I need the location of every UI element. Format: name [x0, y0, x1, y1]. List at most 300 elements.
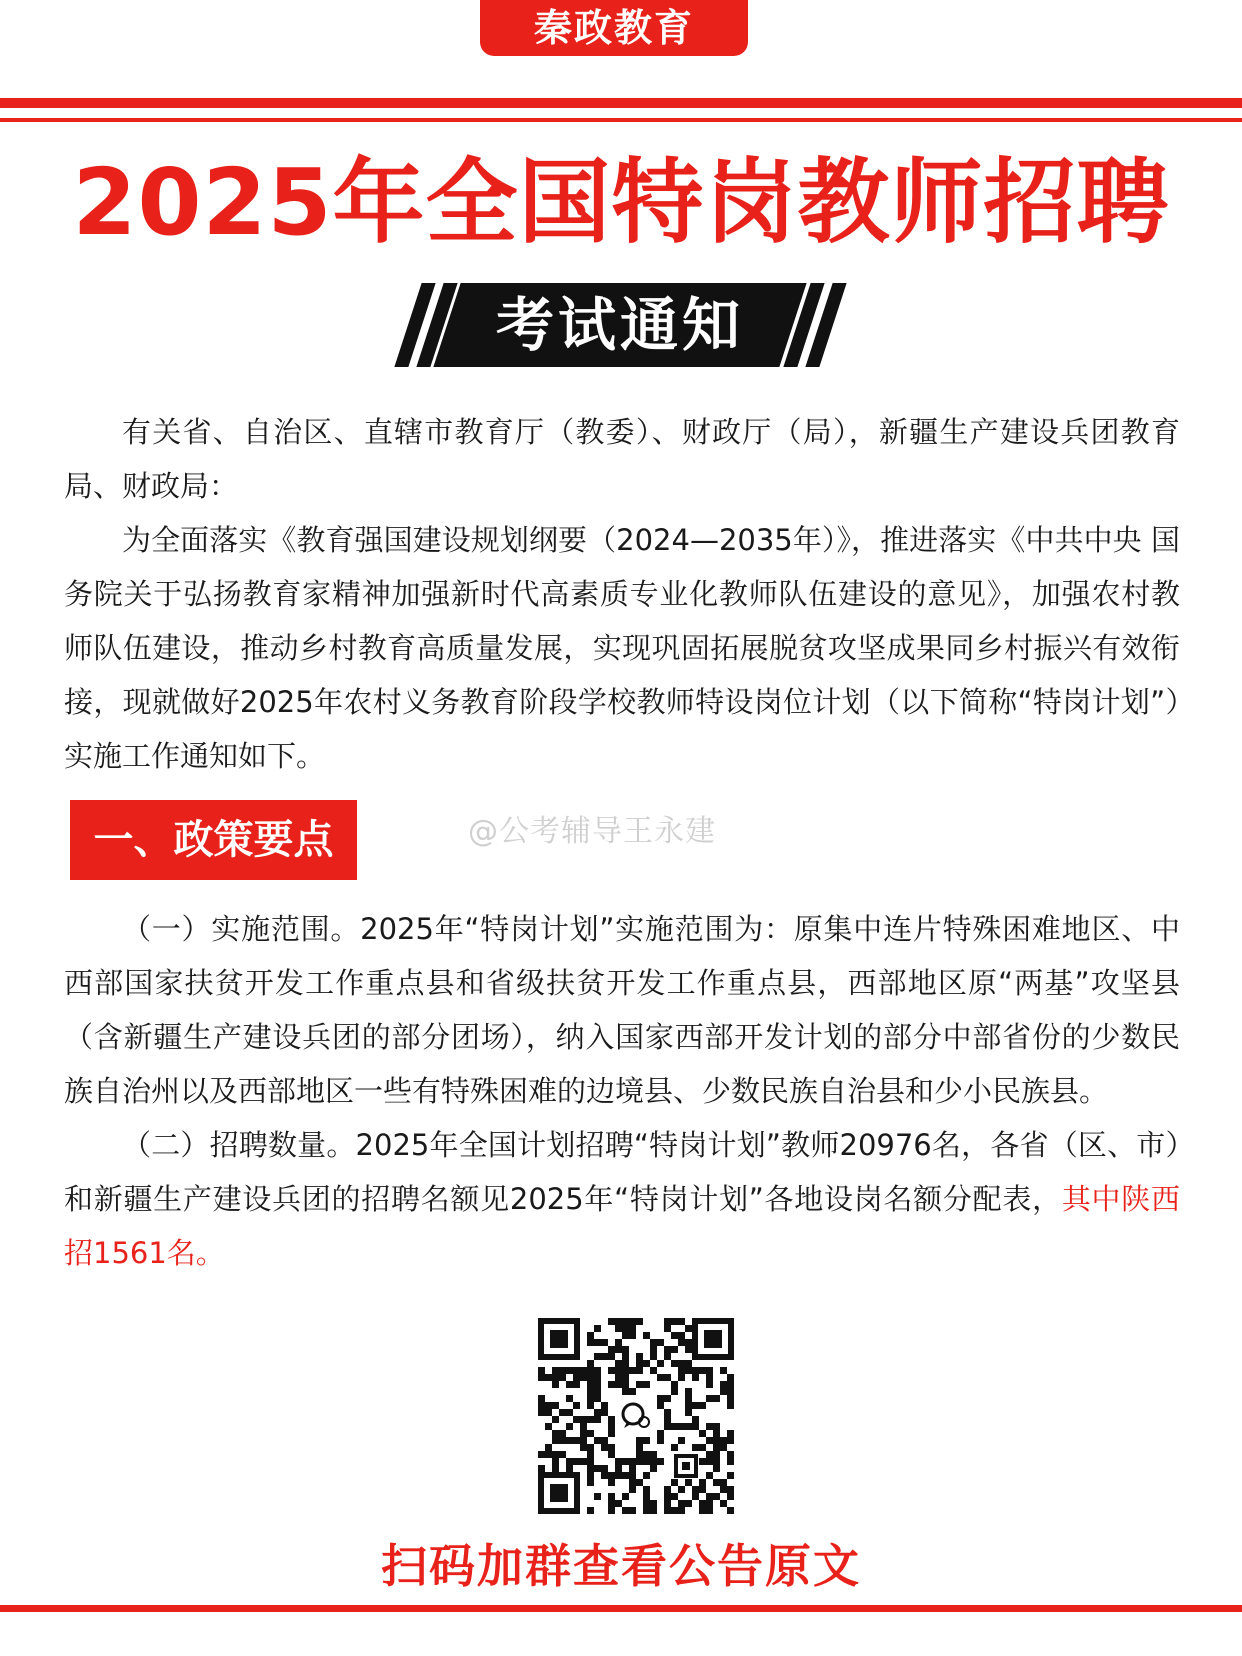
qr-module — [720, 1381, 727, 1388]
qr-module — [580, 1458, 587, 1465]
qr-module — [622, 1367, 629, 1374]
qr-module — [601, 1437, 608, 1444]
qr-module — [636, 1451, 643, 1458]
qr-module — [636, 1437, 643, 1444]
qr-module — [685, 1339, 692, 1346]
qr-module — [643, 1360, 650, 1367]
page-title: 2025年全国特岗教师招聘 — [72, 149, 1170, 256]
qr-module — [573, 1367, 580, 1374]
qr-module — [566, 1367, 573, 1374]
qr-module — [636, 1479, 643, 1486]
qr-module — [699, 1458, 706, 1465]
footer-cta: 扫码加群查看公告原文 — [381, 1539, 861, 1593]
qr-module — [699, 1507, 706, 1514]
intro-addressee: 有关省、自治区、直辖市教育厅（教委）、财政厅（局），新疆生产建设兵团教育局、财政局： — [64, 415, 1180, 503]
qr-module — [643, 1381, 650, 1388]
qr-module — [594, 1374, 601, 1381]
qr-module — [608, 1500, 615, 1507]
qr-module — [713, 1395, 720, 1402]
intro-body: 为全面落实《教育强国建设规划纲要（2024—2035年）》，推进落实《中共中央 国务院关于弘扬教育家精神加强新时代高素质专业化教师队伍建设的意见》，加强农村教师队伍建设，推动乡村教育高质量发展，实现巩固拓展脱贫攻坚成果同乡村振兴有效衔接，现就做好2025年农村义务教育阶段学校教师特设岗位计划（以下简称“特岗计划”）实施工作通知如下。 — [64, 523, 1180, 773]
qr-module — [608, 1472, 615, 1479]
qr-module — [671, 1507, 678, 1514]
qr-module — [552, 1451, 559, 1458]
qr-module — [678, 1360, 685, 1367]
qr-module — [587, 1360, 594, 1367]
qr-module — [636, 1367, 643, 1374]
qr-code[interactable] — [538, 1318, 734, 1514]
qr-module — [573, 1381, 580, 1388]
qr-module — [678, 1500, 685, 1507]
qr-module — [608, 1479, 615, 1486]
policy-quota-highlight: 其中陕西招1561名。 — [64, 1182, 1180, 1270]
qr-module — [622, 1346, 629, 1353]
qr-module — [727, 1402, 734, 1409]
qr-module — [643, 1507, 650, 1514]
qr-module — [566, 1409, 573, 1416]
qr-module — [566, 1395, 573, 1402]
qr-finder-top-left — [538, 1318, 580, 1360]
qr-module — [608, 1353, 615, 1360]
qr-module — [720, 1479, 727, 1486]
qr-module — [601, 1402, 608, 1409]
qr-module — [615, 1318, 622, 1325]
qr-module — [580, 1430, 587, 1437]
qr-module — [552, 1437, 559, 1444]
qr-module — [713, 1444, 720, 1451]
qr-module — [608, 1423, 615, 1430]
qr-module — [706, 1423, 713, 1430]
qr-module — [552, 1458, 559, 1465]
qr-module — [664, 1500, 671, 1507]
qr-module — [657, 1360, 664, 1367]
qr-module — [580, 1367, 587, 1374]
qr-module — [587, 1507, 594, 1514]
qr-module — [615, 1381, 622, 1388]
qr-module — [552, 1374, 559, 1381]
qr-module — [720, 1437, 727, 1444]
qr-module — [699, 1430, 706, 1437]
qr-module — [629, 1367, 636, 1374]
qr-module — [545, 1402, 552, 1409]
qr-module — [566, 1381, 573, 1388]
qr-module — [587, 1451, 594, 1458]
qr-module — [594, 1381, 601, 1388]
qr-module — [664, 1423, 671, 1430]
qr-module — [608, 1507, 615, 1514]
qr-module — [664, 1486, 671, 1493]
qr-module — [636, 1353, 643, 1360]
qr-module — [685, 1409, 692, 1416]
qr-module — [685, 1360, 692, 1367]
qr-module — [622, 1507, 629, 1514]
qr-module — [685, 1500, 692, 1507]
qr-module — [622, 1360, 629, 1367]
qr-module — [587, 1458, 594, 1465]
qr-module — [671, 1332, 678, 1339]
qr-module — [608, 1493, 615, 1500]
qr-module — [678, 1423, 685, 1430]
qr-module — [594, 1388, 601, 1395]
qr-module — [720, 1500, 727, 1507]
qr-module — [566, 1458, 573, 1465]
qr-module — [664, 1409, 671, 1416]
qr-module — [664, 1346, 671, 1353]
qr-module — [580, 1416, 587, 1423]
qr-module — [587, 1374, 594, 1381]
qr-module — [587, 1416, 594, 1423]
qr-module — [692, 1444, 699, 1451]
qr-module — [657, 1430, 664, 1437]
qr-module — [608, 1318, 615, 1325]
qr-module — [657, 1374, 664, 1381]
qr-module — [608, 1381, 615, 1388]
qr-module — [608, 1416, 615, 1423]
qr-module — [692, 1367, 699, 1374]
qr-module — [713, 1479, 720, 1486]
qr-module — [594, 1493, 601, 1500]
qr-module — [559, 1374, 566, 1381]
qr-module — [692, 1423, 699, 1430]
qr-module — [587, 1444, 594, 1451]
qr-module — [685, 1402, 692, 1409]
qr-module — [629, 1472, 636, 1479]
qr-module — [594, 1437, 601, 1444]
qr-module — [636, 1458, 643, 1465]
qr-center-logo — [616, 1396, 656, 1436]
qr-module — [629, 1507, 636, 1514]
qr-module — [685, 1395, 692, 1402]
qr-module — [671, 1423, 678, 1430]
qr-module — [601, 1339, 608, 1346]
qr-module — [643, 1500, 650, 1507]
qr-module — [615, 1325, 622, 1332]
qr-module — [664, 1374, 671, 1381]
qr-module — [622, 1325, 629, 1332]
qr-module — [664, 1395, 671, 1402]
policy-block — [64, 902, 1180, 1280]
qr-module — [713, 1465, 720, 1472]
qr-module — [706, 1437, 713, 1444]
qr-module — [727, 1374, 734, 1381]
qr-module — [622, 1472, 629, 1479]
qr-module — [727, 1388, 734, 1395]
qr-module — [706, 1367, 713, 1374]
qr-module — [615, 1500, 622, 1507]
qr-module — [538, 1367, 545, 1374]
qr-module — [573, 1458, 580, 1465]
qr-module — [566, 1423, 573, 1430]
qr-module — [608, 1346, 615, 1353]
qr-module — [685, 1388, 692, 1395]
qr-module — [720, 1486, 727, 1493]
qr-module — [720, 1444, 727, 1451]
qr-module — [664, 1416, 671, 1423]
qr-module — [615, 1458, 622, 1465]
policy-scope: （一）实施范围。2025年“特岗计划”实施范围为：原集中连片特殊困难地区、中西部国家扶贫开发工作重点县和省级扶贫开发工作重点县，西部地区原“两基”攻坚县（含新疆生产建设兵团的部分团场），纳入国家西部开发计划的部分中部省份的少数民族自治州以及西部地区一些有特殊困难的边境县、少数民族自治县和少小民族县。 — [64, 912, 1180, 1108]
qr-module — [608, 1367, 615, 1374]
qr-module — [552, 1402, 559, 1409]
qr-module — [678, 1507, 685, 1514]
header-rule-thick — [0, 98, 1242, 108]
qr-module — [622, 1388, 629, 1395]
qr-module — [580, 1437, 587, 1444]
qr-module — [559, 1437, 566, 1444]
qr-module — [706, 1374, 713, 1381]
qr-module — [706, 1500, 713, 1507]
qr-module — [692, 1416, 699, 1423]
qr-module — [559, 1367, 566, 1374]
qr-module — [538, 1374, 545, 1381]
qr-module — [727, 1381, 734, 1388]
qr-module — [587, 1339, 594, 1346]
qr-module — [573, 1416, 580, 1423]
qr-module — [678, 1486, 685, 1493]
qr-module — [629, 1465, 636, 1472]
qr-module — [538, 1409, 545, 1416]
qr-module — [615, 1472, 622, 1479]
qr-module — [636, 1381, 643, 1388]
qr-module — [545, 1409, 552, 1416]
qr-module — [587, 1472, 594, 1479]
qr-module — [699, 1486, 706, 1493]
qr-module — [706, 1493, 713, 1500]
qr-module — [664, 1325, 671, 1332]
qr-module — [643, 1437, 650, 1444]
qr-module — [587, 1388, 594, 1395]
qr-module — [692, 1374, 699, 1381]
qr-module — [671, 1346, 678, 1353]
qr-module — [650, 1353, 657, 1360]
qr-module — [629, 1318, 636, 1325]
qr-module — [643, 1458, 650, 1465]
qr-finder-top-right — [692, 1318, 734, 1360]
qr-module — [727, 1430, 734, 1437]
qr-module — [685, 1346, 692, 1353]
qr-module — [685, 1423, 692, 1430]
qr-module — [657, 1458, 664, 1465]
qr-module — [622, 1318, 629, 1325]
qr-module — [636, 1318, 643, 1325]
qr-module — [692, 1486, 699, 1493]
qr-module — [615, 1367, 622, 1374]
qr-module — [685, 1479, 692, 1486]
qr-module — [573, 1402, 580, 1409]
qr-module — [713, 1437, 720, 1444]
qr-module — [678, 1374, 685, 1381]
qr-module — [699, 1402, 706, 1409]
qr-module — [601, 1409, 608, 1416]
qr-module — [678, 1318, 685, 1325]
qr-module — [545, 1451, 552, 1458]
qr-module — [699, 1367, 706, 1374]
qr-module — [615, 1465, 622, 1472]
qr-module — [713, 1451, 720, 1458]
qr-module — [566, 1465, 573, 1472]
qr-module — [650, 1500, 657, 1507]
qr-module — [545, 1444, 552, 1451]
qr-module — [706, 1381, 713, 1388]
qr-module — [622, 1458, 629, 1465]
qr-module — [706, 1395, 713, 1402]
qr-module — [692, 1493, 699, 1500]
qr-alignment — [674, 1454, 698, 1478]
qr-module — [594, 1416, 601, 1423]
qr-module — [664, 1353, 671, 1360]
qr-module — [587, 1367, 594, 1374]
qr-module — [650, 1451, 657, 1458]
qr-module — [594, 1395, 601, 1402]
qr-module — [650, 1339, 657, 1346]
qr-module — [601, 1444, 608, 1451]
qr-module — [706, 1507, 713, 1514]
qr-module — [594, 1409, 601, 1416]
qr-module — [678, 1332, 685, 1339]
qr-module — [671, 1318, 678, 1325]
qr-module — [622, 1493, 629, 1500]
qr-module — [573, 1374, 580, 1381]
qr-module — [671, 1493, 678, 1500]
qr-module — [601, 1353, 608, 1360]
qr-module — [587, 1465, 594, 1472]
qr-module — [608, 1444, 615, 1451]
brand-tab: 秦政教育 — [480, 0, 748, 56]
qr-module — [706, 1451, 713, 1458]
qr-module — [559, 1430, 566, 1437]
qr-module — [545, 1374, 552, 1381]
qr-module — [657, 1339, 664, 1346]
qr-module — [580, 1374, 587, 1381]
qr-module — [713, 1458, 720, 1465]
section-heading-policy: 一、政策要点 — [70, 800, 357, 880]
qr-module — [727, 1437, 734, 1444]
qr-module — [650, 1346, 657, 1353]
qr-module — [594, 1339, 601, 1346]
qr-module — [643, 1332, 650, 1339]
qr-module — [573, 1437, 580, 1444]
qr-module — [657, 1437, 664, 1444]
qr-module — [636, 1360, 643, 1367]
intro-block — [64, 405, 1180, 783]
qr-module — [552, 1367, 559, 1374]
qr-module — [664, 1507, 671, 1514]
qr-module — [538, 1395, 545, 1402]
qr-module — [559, 1409, 566, 1416]
qr-module — [720, 1367, 727, 1374]
qr-module — [706, 1472, 713, 1479]
qr-module — [699, 1479, 706, 1486]
qr-module — [552, 1430, 559, 1437]
qr-module — [587, 1479, 594, 1486]
qr-module — [643, 1486, 650, 1493]
qr-module — [559, 1451, 566, 1458]
qr-module — [650, 1458, 657, 1465]
qr-module — [587, 1395, 594, 1402]
qr-module — [727, 1486, 734, 1493]
qr-module — [657, 1395, 664, 1402]
qr-module — [538, 1465, 545, 1472]
qr-module — [650, 1507, 657, 1514]
qr-module — [671, 1388, 678, 1395]
qr-module — [594, 1367, 601, 1374]
header-rule-thin — [0, 118, 1242, 122]
qr-module — [727, 1458, 734, 1465]
qr-module — [615, 1374, 622, 1381]
qr-module — [636, 1444, 643, 1451]
qr-module — [601, 1472, 608, 1479]
qr-module — [594, 1465, 601, 1472]
qr-module — [615, 1360, 622, 1367]
qr-module — [692, 1402, 699, 1409]
qr-module — [594, 1353, 601, 1360]
watermark: @公考辅导王永建 — [468, 814, 716, 849]
qr-module — [552, 1465, 559, 1472]
footer-rule — [0, 1605, 1242, 1612]
qr-module — [671, 1360, 678, 1367]
policy-quota — [64, 1118, 1180, 1280]
qr-module — [685, 1325, 692, 1332]
qr-module — [629, 1332, 636, 1339]
qr-module — [713, 1430, 720, 1437]
policy-quota-text: （二）招聘数量。2025年全国计划招聘“特岗计划”教师20976名，各省（区、市）和新疆生产建设兵团的招聘名额见2025年“特岗计划”各地设岗名额分配表， — [64, 1128, 1180, 1216]
qr-module — [671, 1444, 678, 1451]
qr-module — [643, 1451, 650, 1458]
qr-module — [727, 1507, 734, 1514]
qr-module — [580, 1444, 587, 1451]
qr-module — [678, 1437, 685, 1444]
qr-module — [594, 1325, 601, 1332]
qr-module — [664, 1318, 671, 1325]
qr-module — [699, 1444, 706, 1451]
qr-module — [538, 1451, 545, 1458]
qr-module — [664, 1493, 671, 1500]
qr-module — [601, 1465, 608, 1472]
qr-module — [615, 1346, 622, 1353]
qr-module — [629, 1388, 636, 1395]
qr-module — [552, 1381, 559, 1388]
qr-module — [615, 1339, 622, 1346]
qr-module — [622, 1332, 629, 1339]
qr-module — [622, 1374, 629, 1381]
qr-module — [720, 1388, 727, 1395]
qr-module — [538, 1402, 545, 1409]
qr-module — [699, 1500, 706, 1507]
banner-label: 考试通知 — [495, 291, 744, 359]
qr-module — [587, 1381, 594, 1388]
qr-module — [727, 1493, 734, 1500]
qr-module — [622, 1353, 629, 1360]
qr-module — [643, 1493, 650, 1500]
qr-module — [643, 1472, 650, 1479]
qr-module — [629, 1325, 636, 1332]
qr-module — [727, 1451, 734, 1458]
qr-module — [608, 1430, 615, 1437]
qr-module — [678, 1367, 685, 1374]
qr-module — [727, 1472, 734, 1479]
qr-module — [650, 1367, 657, 1374]
qr-module — [566, 1437, 573, 1444]
qr-module — [678, 1339, 685, 1346]
qr-module — [629, 1479, 636, 1486]
qr-module — [713, 1423, 720, 1430]
qr-finder-bottom-left — [538, 1472, 580, 1514]
qr-module — [622, 1381, 629, 1388]
qr-module — [650, 1465, 657, 1472]
qr-module — [629, 1486, 636, 1493]
qr-module — [587, 1332, 594, 1339]
qr-module — [629, 1458, 636, 1465]
qr-module — [706, 1458, 713, 1465]
qr-module — [671, 1479, 678, 1486]
